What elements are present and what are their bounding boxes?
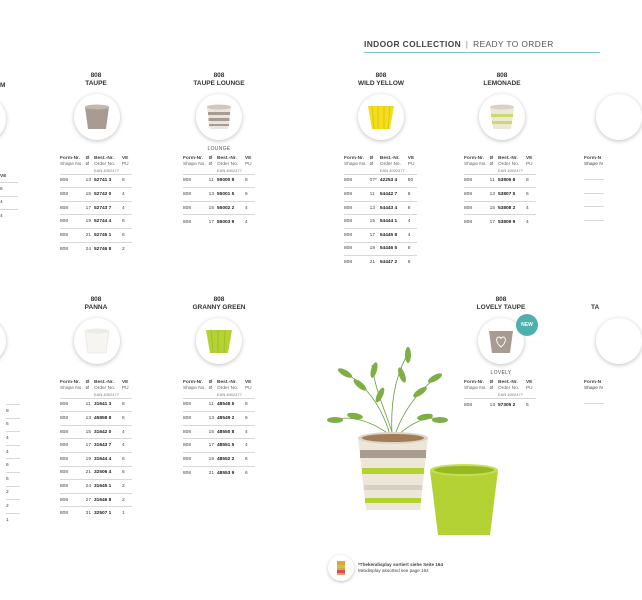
diameter-cell: 15 [209,425,217,439]
shape-cell: 808 [60,398,86,412]
diameter-cell: 11 [209,398,217,412]
pu-cell: 4 [122,439,132,453]
order-number-cell: 54442 7 [380,188,408,202]
table-row [60,507,132,521]
table-row [60,188,132,202]
table-row [183,215,255,229]
diameter-cell: 24 [86,242,94,256]
table-row [60,215,132,229]
shape-cell: 808 [183,425,209,439]
diameter-cell: 13 [86,174,94,188]
cutoff-left-top-table: VE 6 4 4 [0,170,18,223]
order-number-cell: 32506 4 [94,466,122,480]
cutoff-product-circle [0,96,6,142]
pu-cell: 6 [122,412,132,426]
diameter-cell: 13 [490,188,498,202]
order-number-cell: 52745 1 [94,229,122,243]
granny-green-spec-table: Form-Nr. Ø Best.-Nr. VE Shape No. Ø Order No. PU EAN 4002477 808 11 48548 5 8 808 13 48549 2 6 808 15 48550 8 4 808 17 48551 5 4 808 19 48552 2 6 808 21 48553 9 6 [183,380,255,480]
cutoff-product-name: M [0,82,6,89]
cutoff-right-top-table: Form-N Shape N [584,156,604,234]
table-row [464,188,536,202]
diameter-cell: 15 [86,188,94,202]
diameter-cell: 27 [86,493,94,507]
table-row [60,229,132,243]
pu-cell: 8 [245,398,255,412]
diameter-cell: 21 [370,256,380,270]
taupe-lounge-spec-table: Form-Nr. Ø Best.-Nr. VE Shape No. Ø Order No. PU EAN 4002477 808 11 55000 8 8 808 13 55001 5 6 808 15 55002 2 4 808 17 55003 9 4 [183,156,255,229]
table-row [60,439,132,453]
order-number-cell: 45858 8 [94,412,122,426]
order-number-cell: 52744 4 [94,215,122,229]
shape-cell: 808 [60,242,86,256]
order-number-cell: 52743 7 [94,201,122,215]
taupe-pot-image [74,94,120,140]
pu-cell: 4 [408,229,418,243]
pu-cell: 2 [122,493,132,507]
order-number-cell: 52742 0 [94,188,122,202]
shape-cell: 808 [464,188,490,202]
diameter-cell: 17 [86,201,94,215]
table-row [344,256,417,270]
table-row [60,493,132,507]
shape-cell: 808 [60,425,86,439]
product-granny-green [183,296,255,312]
product-name: WILD YELLOW [357,80,405,87]
pu-cell: 4 [122,188,132,202]
pu-cell: 2 [122,480,132,494]
collection-title: INDOOR COLLECTION [364,39,462,49]
pu-cell: 4 [245,425,255,439]
footnote [358,562,443,574]
product-name: TAUPE [85,80,107,87]
pu-cell: 8 [122,398,132,412]
pu-cell: 6 [245,412,255,426]
diameter-cell: 11 [490,174,498,188]
shape-cell: 808 [344,188,370,202]
table-row [344,215,417,229]
diameter-cell: 13 [490,398,498,412]
pu-cell: 80 [408,174,418,188]
new-badge: NEW [516,314,538,336]
pu-cell: 4 [122,425,132,439]
table-row [60,453,132,467]
shape-cell: 808 [60,412,86,426]
diameter-cell: 17 [209,215,217,229]
shape-cell: 808 [464,215,490,229]
product-number: 808 [495,296,507,303]
diameter-cell: 19 [370,242,380,256]
diameter-cell: 11 [370,188,380,202]
shape-cell: 808 [183,412,209,426]
pu-cell: 6 [408,256,418,270]
product-name: TAUPE LOUNGE [193,80,245,87]
table-row [183,412,255,426]
order-number-cell: 32507 1 [94,507,122,521]
shape-cell: 808 [464,201,490,215]
diameter-cell: 15 [370,215,380,229]
shape-cell: 808 [60,174,86,188]
order-number-cell: 31645 1 [94,480,122,494]
table-row [183,453,255,467]
cutoff-left-bottom-circle [0,318,6,364]
diameter-cell: 13 [86,412,94,426]
table-row [60,480,132,494]
order-number-cell: 54443 4 [380,201,408,215]
product-panna [60,296,132,312]
order-number-cell: 55000 8 [217,174,245,188]
taupe-lounge-pot-image [196,94,242,140]
table-row [183,201,255,215]
product-number: 808 [213,296,225,303]
display-stand-icon [328,555,354,581]
cutoff-right-circle [596,94,642,140]
table-row [183,174,255,188]
shape-cell: 808 [60,439,86,453]
lemonade-pot-image [479,94,525,140]
diameter-cell: 17 [209,439,217,453]
table-row [464,215,536,229]
shape-cell: 808 [60,188,86,202]
pu-cell: 4 [245,201,255,215]
table-row [464,201,536,215]
pu-cell: 6 [245,188,255,202]
order-number-cell: 48549 2 [217,412,245,426]
diameter-cell: 19 [86,453,94,467]
product-number: 808 [213,72,225,79]
product-lovely-taupe [465,296,537,312]
striped-pot [358,432,428,510]
cutoff-left-bottom-table: 8 6 4 4 6 6 2 2 1 [6,392,20,526]
shape-cell: 808 [60,229,86,243]
panna-pot-image [74,318,120,364]
product-number: 808 [496,72,508,79]
green-pot [430,464,498,535]
pu-cell: 6 [526,188,536,202]
shape-cell: 808 [183,453,209,467]
table-row [60,201,132,215]
order-number-cell: 57305 2 [498,398,526,412]
diameter-cell: 17 [490,215,498,229]
product-wild-yellow [345,72,417,88]
diameter-cell: 31 [86,507,94,521]
page-header [364,39,554,49]
table-row [60,242,132,256]
order-number-cell: 52746 8 [94,242,122,256]
diameter-cell: 13 [209,188,217,202]
shape-cell: 808 [60,215,86,229]
order-number-cell: 55003 9 [217,215,245,229]
product-number: 808 [90,72,102,79]
product-name: PANNA [84,304,108,311]
order-number-cell: 53808 2 [498,201,526,215]
product-name: GRANNY GREEN [192,304,246,311]
pu-cell: 6 [245,453,255,467]
table-row [60,466,132,480]
pu-cell: 8 [245,174,255,188]
table-row [344,242,417,256]
table-row [344,229,417,243]
pu-cell: 6 [122,215,132,229]
table-row [183,425,255,439]
order-number-cell: 55001 5 [217,188,245,202]
diameter-cell: 19 [209,453,217,467]
pu-cell: 6 [408,242,418,256]
diameter-cell: 15 [490,201,498,215]
diameter-cell: 17 [370,229,380,243]
lovely-sublabel: LOVELY [490,370,512,376]
table-row [344,174,417,188]
shape-cell: 808 [344,242,370,256]
product-taupe [60,72,132,88]
shape-cell: 808 [60,466,86,480]
diameter-cell: 17 [86,439,94,453]
diameter-cell: 15 [86,425,94,439]
lounge-sublabel: LOUNGE [207,146,231,152]
table-row [183,188,255,202]
product-lemonade [466,72,538,88]
lovely-taupe-spec-table: Form-Nr. Ø Best.-Nr. VE Shape No. Ø Order No. PU EAN 4002477 808 13 57305 2 6 [464,380,536,412]
pu-cell: 6 [245,466,255,480]
pu-cell: 6 [526,398,536,412]
order-number-cell: 54446 5 [380,242,408,256]
pu-cell: 6 [122,453,132,467]
product-number: 808 [90,296,102,303]
pu-cell: 4 [245,439,255,453]
plant-pot-photo [320,340,500,540]
table-row [60,412,132,426]
order-number-cell: 52741 3 [94,174,122,188]
shape-cell: 808 [183,174,209,188]
table-row [183,466,255,480]
table-row [183,398,255,412]
pu-cell: 6 [122,229,132,243]
lemonade-spec-table: Form-Nr. Ø Best.-Nr. VE Shape No. Ø Order No. PU EAN 4002477 808 11 53806 8 8 808 13 53807 5 6 808 15 53808 2 4 808 17 53809 9 4 [464,156,536,229]
taupe-spec-table: Form-Nr. Ø Best.-Nr. VE Shape No. Ø Order No. PU EAN 4002477 808 13 52741 3 6 808 15 52742 0 4 808 17 52743 7 4 808 19 52744 4 6 808 21 52745 1 6 808 24 52746 8 2 [60,156,132,256]
shape-cell: 808 [183,188,209,202]
order-number-cell: 31641 3 [94,398,122,412]
table-row [60,425,132,439]
wild-yellow-spec-table: Form-Nr. Ø Best.-Nr. VE Shape No. Ø Order No. PU EAN 4002477 808 07* 42253 4 80 808 11 54442 7 8 808 13 54443 4 6 808 15 54444 1 4 808 17 54445 8 4 808 19 54446 5 6 808 21 54447 2 6 [344,156,417,269]
cutoff-right-product-name: TA [591,304,600,311]
footnote-english: Minidisplay assorted see page 164 [358,568,429,573]
pu-cell: 8 [526,174,536,188]
diameter-cell: 11 [209,174,217,188]
pu-cell: 4 [245,215,255,229]
pu-cell: 6 [408,201,418,215]
order-number-cell: 31642 0 [94,425,122,439]
order-number-cell: 48553 9 [217,466,245,480]
shape-cell: 808 [344,229,370,243]
shape-cell: 808 [344,256,370,270]
order-number-cell: 31643 7 [94,439,122,453]
diameter-cell: 07* [370,174,380,188]
order-number-cell: 54445 8 [380,229,408,243]
diameter-cell: 19 [86,215,94,229]
product-name: LEMONADE [483,80,521,87]
diameter-cell: 21 [209,466,217,480]
diameter-cell: 21 [86,466,94,480]
ready-to-order-label: READY TO ORDER [473,39,554,49]
shape-cell: 808 [464,174,490,188]
order-number-cell: 48552 2 [217,453,245,467]
pu-cell: 4 [526,215,536,229]
table-row [183,439,255,453]
pu-cell: 8 [408,188,418,202]
shape-cell: 808 [183,398,209,412]
plant-foliage [330,350,445,435]
order-number-cell: 48550 8 [217,425,245,439]
order-number-cell: 42253 4 [380,174,408,188]
shape-cell: 808 [464,398,490,412]
diameter-cell: 13 [370,201,380,215]
diameter-cell: 11 [86,398,94,412]
table-row [60,398,132,412]
order-number-cell: 54444 1 [380,215,408,229]
pu-cell: 1 [122,507,132,521]
shape-cell: 808 [183,466,209,480]
plant-leaves [327,347,448,423]
shape-cell: 808 [344,174,370,188]
shape-cell: 808 [344,201,370,215]
panna-spec-table: Form-Nr. Ø Best.-Nr. VE Shape No. Ø Order No. PU EAN 4002477 808 11 31641 3 8 808 13 45858 8 6 808 15 31642 0 4 808 17 31643 7 4 808 19 31644 4 6 808 21 32506 4 6 808 24 31645 1 2 808 27 31646 8 2 808 31 32507 1 1 [60,380,132,521]
table-row [344,188,417,202]
pu-cell: 6 [122,466,132,480]
order-number-cell: 31644 4 [94,453,122,467]
shape-cell: 808 [344,215,370,229]
table-row [344,201,417,215]
table-row [60,174,132,188]
order-number-cell: 53806 8 [498,174,526,188]
order-number-cell: 48548 5 [217,398,245,412]
diameter-cell: 21 [86,229,94,243]
order-number-cell: 54447 2 [380,256,408,270]
shape-cell: 808 [60,201,86,215]
shape-cell: 808 [60,453,86,467]
order-number-cell: 53809 9 [498,215,526,229]
diameter-cell: 13 [209,412,217,426]
diameter-cell: 24 [86,480,94,494]
cutoff-right-bottom-circle [596,318,642,364]
cutoff-right-bottom-table: Form-N Shape N [584,380,604,417]
order-number-cell: 48551 5 [217,439,245,453]
wild-yellow-pot-image [358,94,404,140]
product-number: 808 [375,72,387,79]
header-divider [364,52,600,53]
pu-cell: 4 [526,201,536,215]
shape-cell: 808 [60,480,86,494]
shape-cell: 808 [183,215,209,229]
footnote-german: *Thekendisplay sortiert siehe Seite 164 [358,562,444,567]
table-row [464,174,536,188]
order-number-cell: 55002 2 [217,201,245,215]
diameter-cell: 15 [209,201,217,215]
order-number-cell: 31646 8 [94,493,122,507]
shape-cell: 808 [60,507,86,521]
header-separator: | [465,39,469,49]
shape-cell: 808 [183,439,209,453]
granny-green-pot-image [196,318,242,364]
pu-cell: 6 [122,174,132,188]
product-taupe-lounge [183,72,255,88]
shape-cell: 808 [60,493,86,507]
pu-cell: 4 [408,215,418,229]
shape-cell: 808 [183,201,209,215]
pu-cell: 2 [122,242,132,256]
pu-cell: 4 [122,201,132,215]
order-number-cell: 53807 5 [498,188,526,202]
product-name: LOVELY TAUPE [476,304,526,311]
